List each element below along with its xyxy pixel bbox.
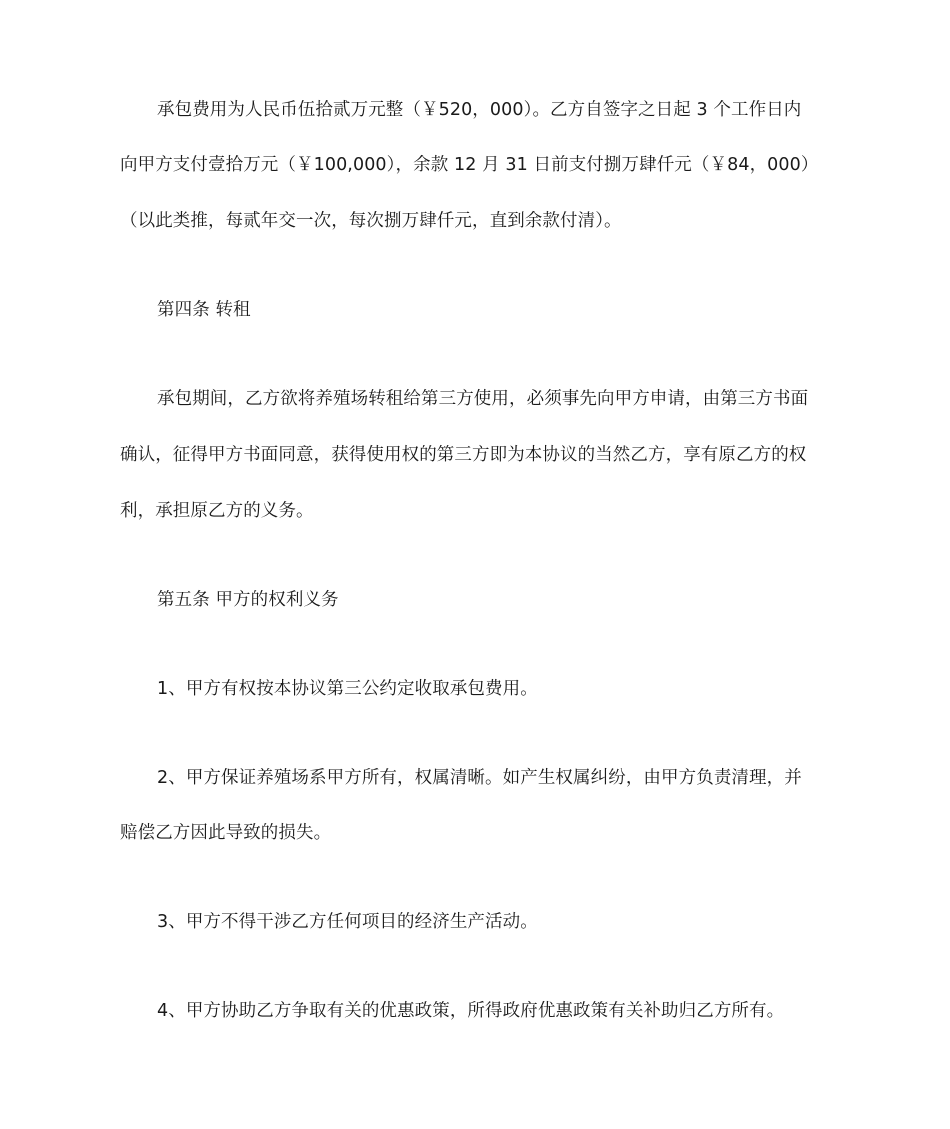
list-item-2-line-2: 赔偿乙方因此导致的损失。 [120, 823, 332, 843]
sublease-paragraph-line-1: 承包期间，乙方欲将养殖场转租给第三方使用，必须事先向甲方申请，由第三方书面 [157, 389, 809, 409]
fee-paragraph-line-1: 承包费用为人民币伍拾贰万元整（￥520，000）。乙方自签字之日起 3 个工作日内 [157, 100, 802, 120]
article4-heading: 第四条 转租 [157, 300, 251, 320]
list-item-1: 1、甲方有权按本协议第三公约定收取承包费用。 [157, 679, 538, 699]
list-item-3: 3、甲方不得干涉乙方任何项目的经济生产活动。 [157, 912, 538, 932]
article5-heading: 第五条 甲方的权利义务 [157, 590, 339, 610]
sublease-paragraph-line-3: 利，承担原乙方的义务。 [120, 501, 314, 521]
fee-paragraph-line-3: （以此类推，每贰年交一次，每次捌万肆仟元，直到余款付清）。 [120, 211, 622, 231]
fee-paragraph-line-2: 向甲方支付壹拾万元（￥100,000），余款 12 月 31 日前支付捌万肆仟元（￥84，000） [120, 155, 819, 175]
list-item-4: 4、甲方协助乙方争取有关的优惠政策，所得政府优惠政策有关补助归乙方所有。 [157, 1001, 785, 1021]
list-item-2-line-1: 2、甲方保证养殖场系甲方所有，权属清晰。如产生权属纠纷，由甲方负责清理，并 [157, 768, 802, 788]
sublease-paragraph-line-2: 确认，征得甲方书面同意，获得使用权的第三方即为本协议的当然乙方，享有原乙方的权 [120, 445, 807, 465]
